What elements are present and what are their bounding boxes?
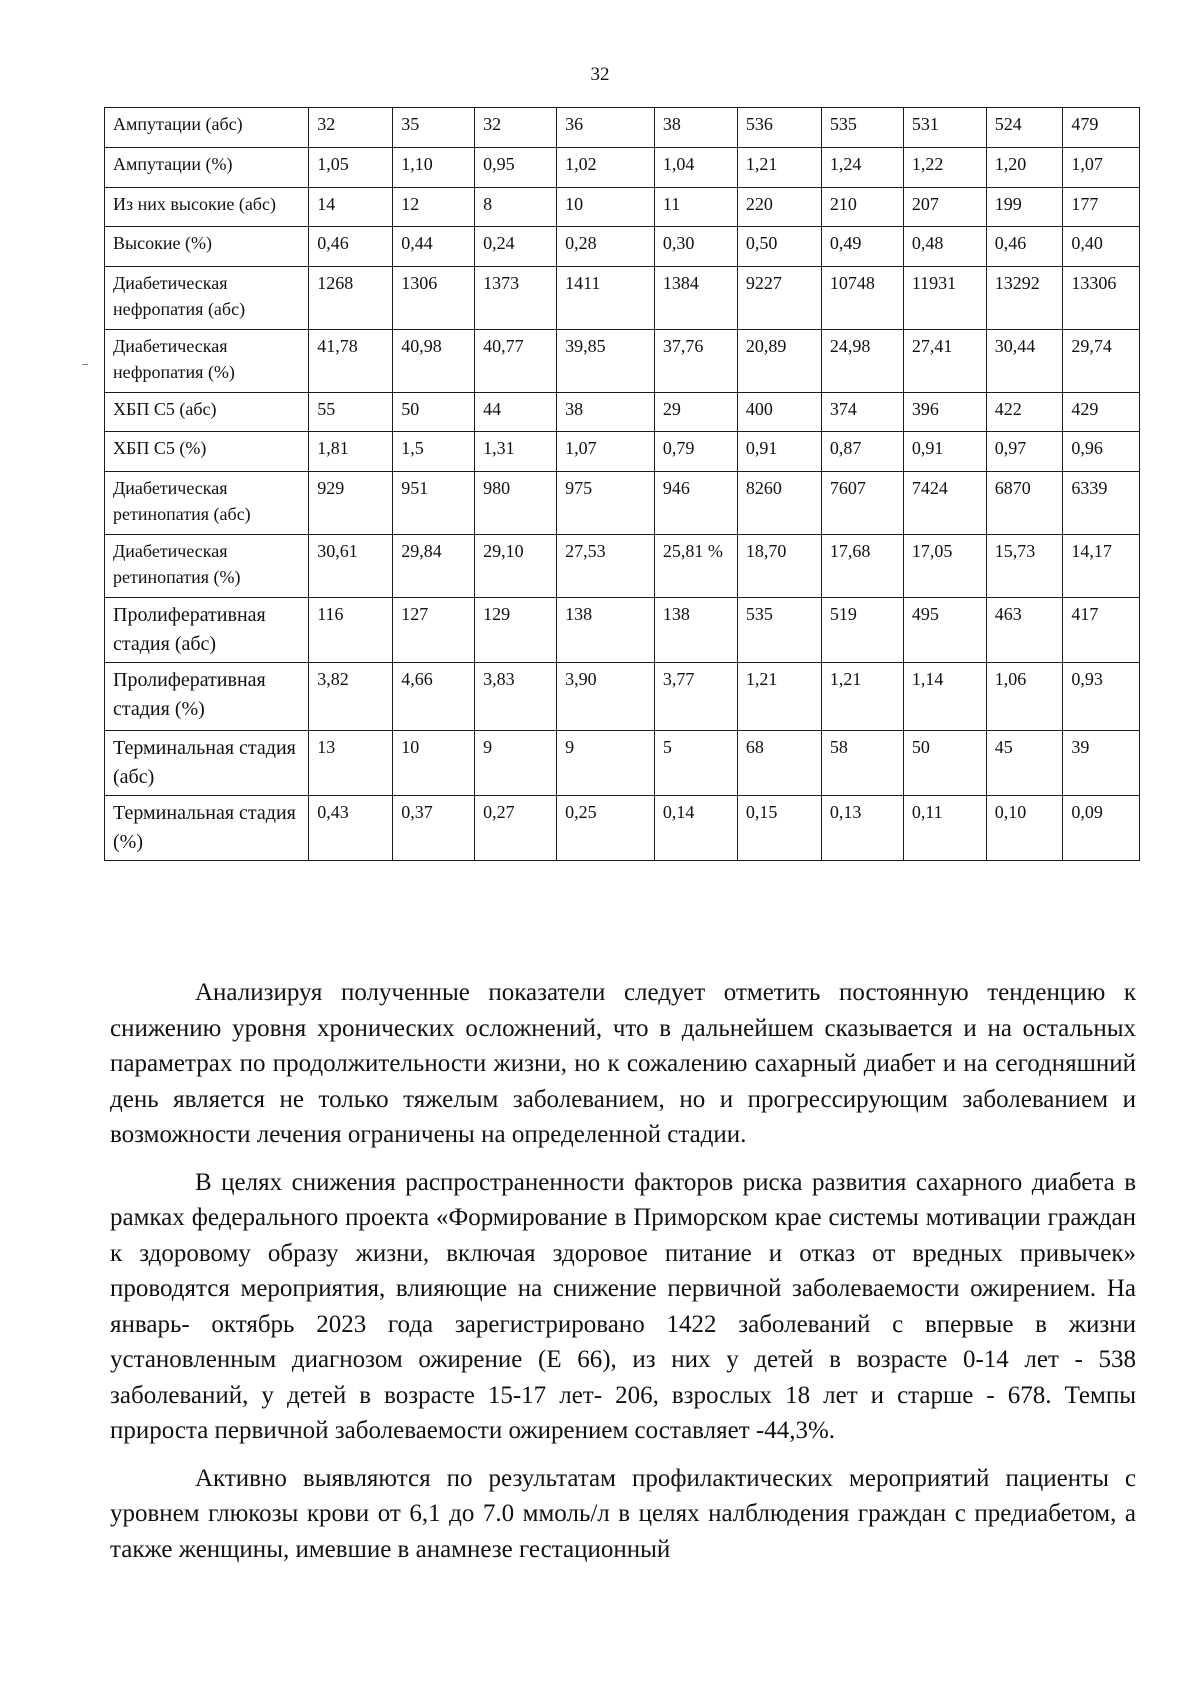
- table-cell: 39,85: [557, 330, 655, 393]
- table-row: [105, 432, 1140, 472]
- table-cell: 1,07: [557, 432, 655, 472]
- table-cell: 44: [475, 393, 557, 432]
- table-cell: 0,30: [654, 227, 737, 267]
- table-cell: 17,68: [821, 535, 903, 598]
- table-cell: 0,24: [475, 227, 557, 267]
- table-cell: 946: [654, 472, 737, 535]
- table-cell: 0,43: [309, 796, 393, 861]
- table-cell: 10: [557, 188, 655, 227]
- table-cell: 9: [475, 731, 557, 796]
- table-cell: 0,91: [903, 432, 986, 472]
- table-cell: 0,37: [393, 796, 475, 861]
- table-cell: 0,28: [557, 227, 655, 267]
- table-row: [105, 148, 1140, 188]
- table-cell: 207: [903, 188, 986, 227]
- table-cell: 1306: [393, 267, 475, 330]
- table-cell: 20,89: [737, 330, 821, 393]
- row-label: ХБП С5 (%): [105, 432, 309, 472]
- table-cell: 1,02: [557, 148, 655, 188]
- table-cell: 27,41: [903, 330, 986, 393]
- table-cell: 0,95: [475, 148, 557, 188]
- table-cell: 15,73: [986, 535, 1063, 598]
- table-cell: 519: [821, 598, 903, 663]
- table-cell: 41,78: [309, 330, 393, 393]
- table-row: [105, 330, 1140, 393]
- table-cell: 50: [903, 731, 986, 796]
- table-cell: 116: [309, 598, 393, 663]
- table-cell: 220: [737, 188, 821, 227]
- table-cell: 3,77: [654, 663, 737, 731]
- table-cell: 535: [737, 598, 821, 663]
- row-label: Диабетическая нефропатия (%): [105, 330, 309, 393]
- table-cell: 138: [654, 598, 737, 663]
- table-cell: 129: [475, 598, 557, 663]
- table-cell: 1268: [309, 267, 393, 330]
- table-cell: 38: [654, 108, 737, 148]
- table-cell: 127: [393, 598, 475, 663]
- table-cell: 8: [475, 188, 557, 227]
- table-row: [105, 188, 1140, 227]
- table-cell: 0,27: [475, 796, 557, 861]
- table-cell: 32: [475, 108, 557, 148]
- table-cell: 199: [986, 188, 1063, 227]
- table-cell: 0,44: [393, 227, 475, 267]
- table-cell: 29,84: [393, 535, 475, 598]
- paragraph-obesity-prevention: В целях снижения распространенности факторов риска развития сахарного диабета в рамках федерального проекта «Формирование в Приморском крае системы мотивации граждан к здоровому образу жизни, включая здоровое питание и отказ от вредных привычек» проводятся мероприятия, влияющие на снижение первичной заболеваемости ожирением. На январь- октябрь 2023 года зарегистрировано 1422 заболеваний с впервые в жизни установленным диагнозом ожирение (Е 66), из них у детей в возрасте 0-14 лет - 538 заболеваний, у детей в возрасте 15-17 лет- 206, взрослых 18 лет и старше - 678. Темпы прироста первичной заболеваемости ожирением составляет -44,3%.: [110, 1168, 1136, 1444]
- table-cell: 38: [557, 393, 655, 432]
- table-cell: 929: [309, 472, 393, 535]
- table-cell: 45: [986, 731, 1063, 796]
- table-cell: 9: [557, 731, 655, 796]
- row-label: Ампутации (%): [105, 148, 309, 188]
- table-cell: 138: [557, 598, 655, 663]
- table-cell: 10: [393, 731, 475, 796]
- table-cell: 14: [309, 188, 393, 227]
- table-cell: 0,13: [821, 796, 903, 861]
- table-cell: 7424: [903, 472, 986, 535]
- table-row: [105, 227, 1140, 267]
- table-cell: 1,81: [309, 432, 393, 472]
- table-cell: 1411: [557, 267, 655, 330]
- table-cell: 535: [821, 108, 903, 148]
- table-row: [105, 393, 1140, 432]
- table-cell: 980: [475, 472, 557, 535]
- table-cell: 0,97: [986, 432, 1063, 472]
- table-cell: 18,70: [737, 535, 821, 598]
- table-cell: 12: [393, 188, 475, 227]
- table-cell: 1,21: [737, 663, 821, 731]
- table-cell: 37,76: [654, 330, 737, 393]
- table-cell: 975: [557, 472, 655, 535]
- table-cell: 13292: [986, 267, 1063, 330]
- table-cell: 68: [737, 731, 821, 796]
- table-cell: 3,90: [557, 663, 655, 731]
- table-cell: 0,14: [654, 796, 737, 861]
- table-row: [105, 598, 1140, 663]
- table-cell: 1,21: [821, 663, 903, 731]
- table-cell: 17,05: [903, 535, 986, 598]
- table-cell: 29,10: [475, 535, 557, 598]
- table-cell: 374: [821, 393, 903, 432]
- table-cell: 0,50: [737, 227, 821, 267]
- row-label: Диабетическая нефропатия (абс): [105, 267, 309, 330]
- table-cell: 0,11: [903, 796, 986, 861]
- row-label: Пролиферативная стадия (абс): [105, 598, 309, 663]
- table-cell: 11931: [903, 267, 986, 330]
- table-cell: 55: [309, 393, 393, 432]
- table-cell: 1,14: [903, 663, 986, 731]
- row-label: Ампутации (абс): [105, 108, 309, 148]
- table-cell: 0,87: [821, 432, 903, 472]
- table-cell: 39: [1063, 731, 1140, 796]
- table-cell: 536: [737, 108, 821, 148]
- table-row: [105, 796, 1140, 861]
- table-cell: 0,91: [737, 432, 821, 472]
- table-cell: 29,74: [1063, 330, 1140, 393]
- table-cell: 1,5: [393, 432, 475, 472]
- table-cell: 30,44: [986, 330, 1063, 393]
- table-cell: 6339: [1063, 472, 1140, 535]
- paragraph-prediabetes: Активно выявляются по результатам профилактических мероприятий пациенты с уровнем глюкозы крови от 6,1 до 7.0 ммоль/л в целях налблюдения граждан с предиабетом, а также женщины, имевшие в анамнезе гестационный: [110, 1464, 1136, 1563]
- table-cell: 1,07: [1063, 148, 1140, 188]
- table-row: [105, 663, 1140, 731]
- table-cell: 9227: [737, 267, 821, 330]
- row-label: Диабетическая ретинопатия (%): [105, 535, 309, 598]
- table-cell: 1,31: [475, 432, 557, 472]
- table-cell: 0,09: [1063, 796, 1140, 861]
- statistics-table: [104, 107, 1140, 861]
- margin-mark: [82, 364, 88, 365]
- table-cell: 4,66: [393, 663, 475, 731]
- table-cell: 30,61: [309, 535, 393, 598]
- table-cell: 1,20: [986, 148, 1063, 188]
- table-cell: 1373: [475, 267, 557, 330]
- table-row: [105, 731, 1140, 796]
- table-cell: 463: [986, 598, 1063, 663]
- table-cell: 0,48: [903, 227, 986, 267]
- table-cell: 3,83: [475, 663, 557, 731]
- table-cell: 0,96: [1063, 432, 1140, 472]
- table-cell: 429: [1063, 393, 1140, 432]
- table-cell: 1,21: [737, 148, 821, 188]
- row-label: Высокие (%): [105, 227, 309, 267]
- table-cell: 10748: [821, 267, 903, 330]
- statistics-table-body: [105, 108, 1140, 861]
- table-cell: 1,05: [309, 148, 393, 188]
- table-cell: 1384: [654, 267, 737, 330]
- paragraph-analysis: Анализируя полученные показатели следует отметить постоянную тенденцию к снижению уровня хронических осложнений, что в дальнейшем сказывается и на остальных параметрах по продолжительности жизни, но к сожалению сахарный диабет и на сегодняшний день является не только тяжелым заболеванием, но и прогрессирующим заболеванием и возможности лечения ограничены на определенной стадии.: [110, 979, 1136, 1148]
- table-cell: 29: [654, 393, 737, 432]
- row-label: Терминальная стадия (абс): [105, 731, 309, 796]
- row-label: ХБП С5 (абс): [105, 393, 309, 432]
- table-cell: 400: [737, 393, 821, 432]
- table-cell: 531: [903, 108, 986, 148]
- table-cell: 0,93: [1063, 663, 1140, 731]
- table-cell: 0,40: [1063, 227, 1140, 267]
- table-cell: 177: [1063, 188, 1140, 227]
- table-cell: 524: [986, 108, 1063, 148]
- table-cell: 50: [393, 393, 475, 432]
- table-row: [105, 535, 1140, 598]
- table-cell: 35: [393, 108, 475, 148]
- row-label: Пролиферативная стадия (%): [105, 663, 309, 731]
- table-cell: 210: [821, 188, 903, 227]
- table-cell: 495: [903, 598, 986, 663]
- table-cell: 13: [309, 731, 393, 796]
- table-cell: 5: [654, 731, 737, 796]
- table-cell: 0,46: [309, 227, 393, 267]
- table-cell: 6870: [986, 472, 1063, 535]
- body-text: [110, 975, 1136, 1579]
- table-cell: 479: [1063, 108, 1140, 148]
- table-cell: 24,98: [821, 330, 903, 393]
- table-cell: 58: [821, 731, 903, 796]
- table-cell: 951: [393, 472, 475, 535]
- table-cell: 13306: [1063, 267, 1140, 330]
- table-cell: 1,10: [393, 148, 475, 188]
- table-row: [105, 472, 1140, 535]
- table-cell: 1,06: [986, 663, 1063, 731]
- table-cell: 11: [654, 188, 737, 227]
- table-cell: 32: [309, 108, 393, 148]
- table-row: [105, 108, 1140, 148]
- row-label: Терминальная стадия (%): [105, 796, 309, 861]
- page-number: 32: [590, 64, 610, 85]
- table-cell: 27,53: [557, 535, 655, 598]
- table-cell: 14,17: [1063, 535, 1140, 598]
- table-cell: 3,82: [309, 663, 393, 731]
- table-cell: 0,79: [654, 432, 737, 472]
- table-cell: 1,24: [821, 148, 903, 188]
- table-cell: 40,98: [393, 330, 475, 393]
- table-cell: 0,15: [737, 796, 821, 861]
- table-cell: 8260: [737, 472, 821, 535]
- table-cell: 0,25: [557, 796, 655, 861]
- table-cell: 0,46: [986, 227, 1063, 267]
- table-cell: 396: [903, 393, 986, 432]
- table-cell: 1,04: [654, 148, 737, 188]
- table-cell: 36: [557, 108, 655, 148]
- row-label: Из них высокие (абс): [105, 188, 309, 227]
- table-cell: 417: [1063, 598, 1140, 663]
- table-row: [105, 267, 1140, 330]
- table-cell: 0,49: [821, 227, 903, 267]
- table-cell: 25,81 %: [654, 535, 737, 598]
- table-cell: 422: [986, 393, 1063, 432]
- table-cell: 1,22: [903, 148, 986, 188]
- row-label: Диабетическая ретинопатия (абс): [105, 472, 309, 535]
- table-cell: 0,10: [986, 796, 1063, 861]
- table-cell: 7607: [821, 472, 903, 535]
- table-cell: 40,77: [475, 330, 557, 393]
